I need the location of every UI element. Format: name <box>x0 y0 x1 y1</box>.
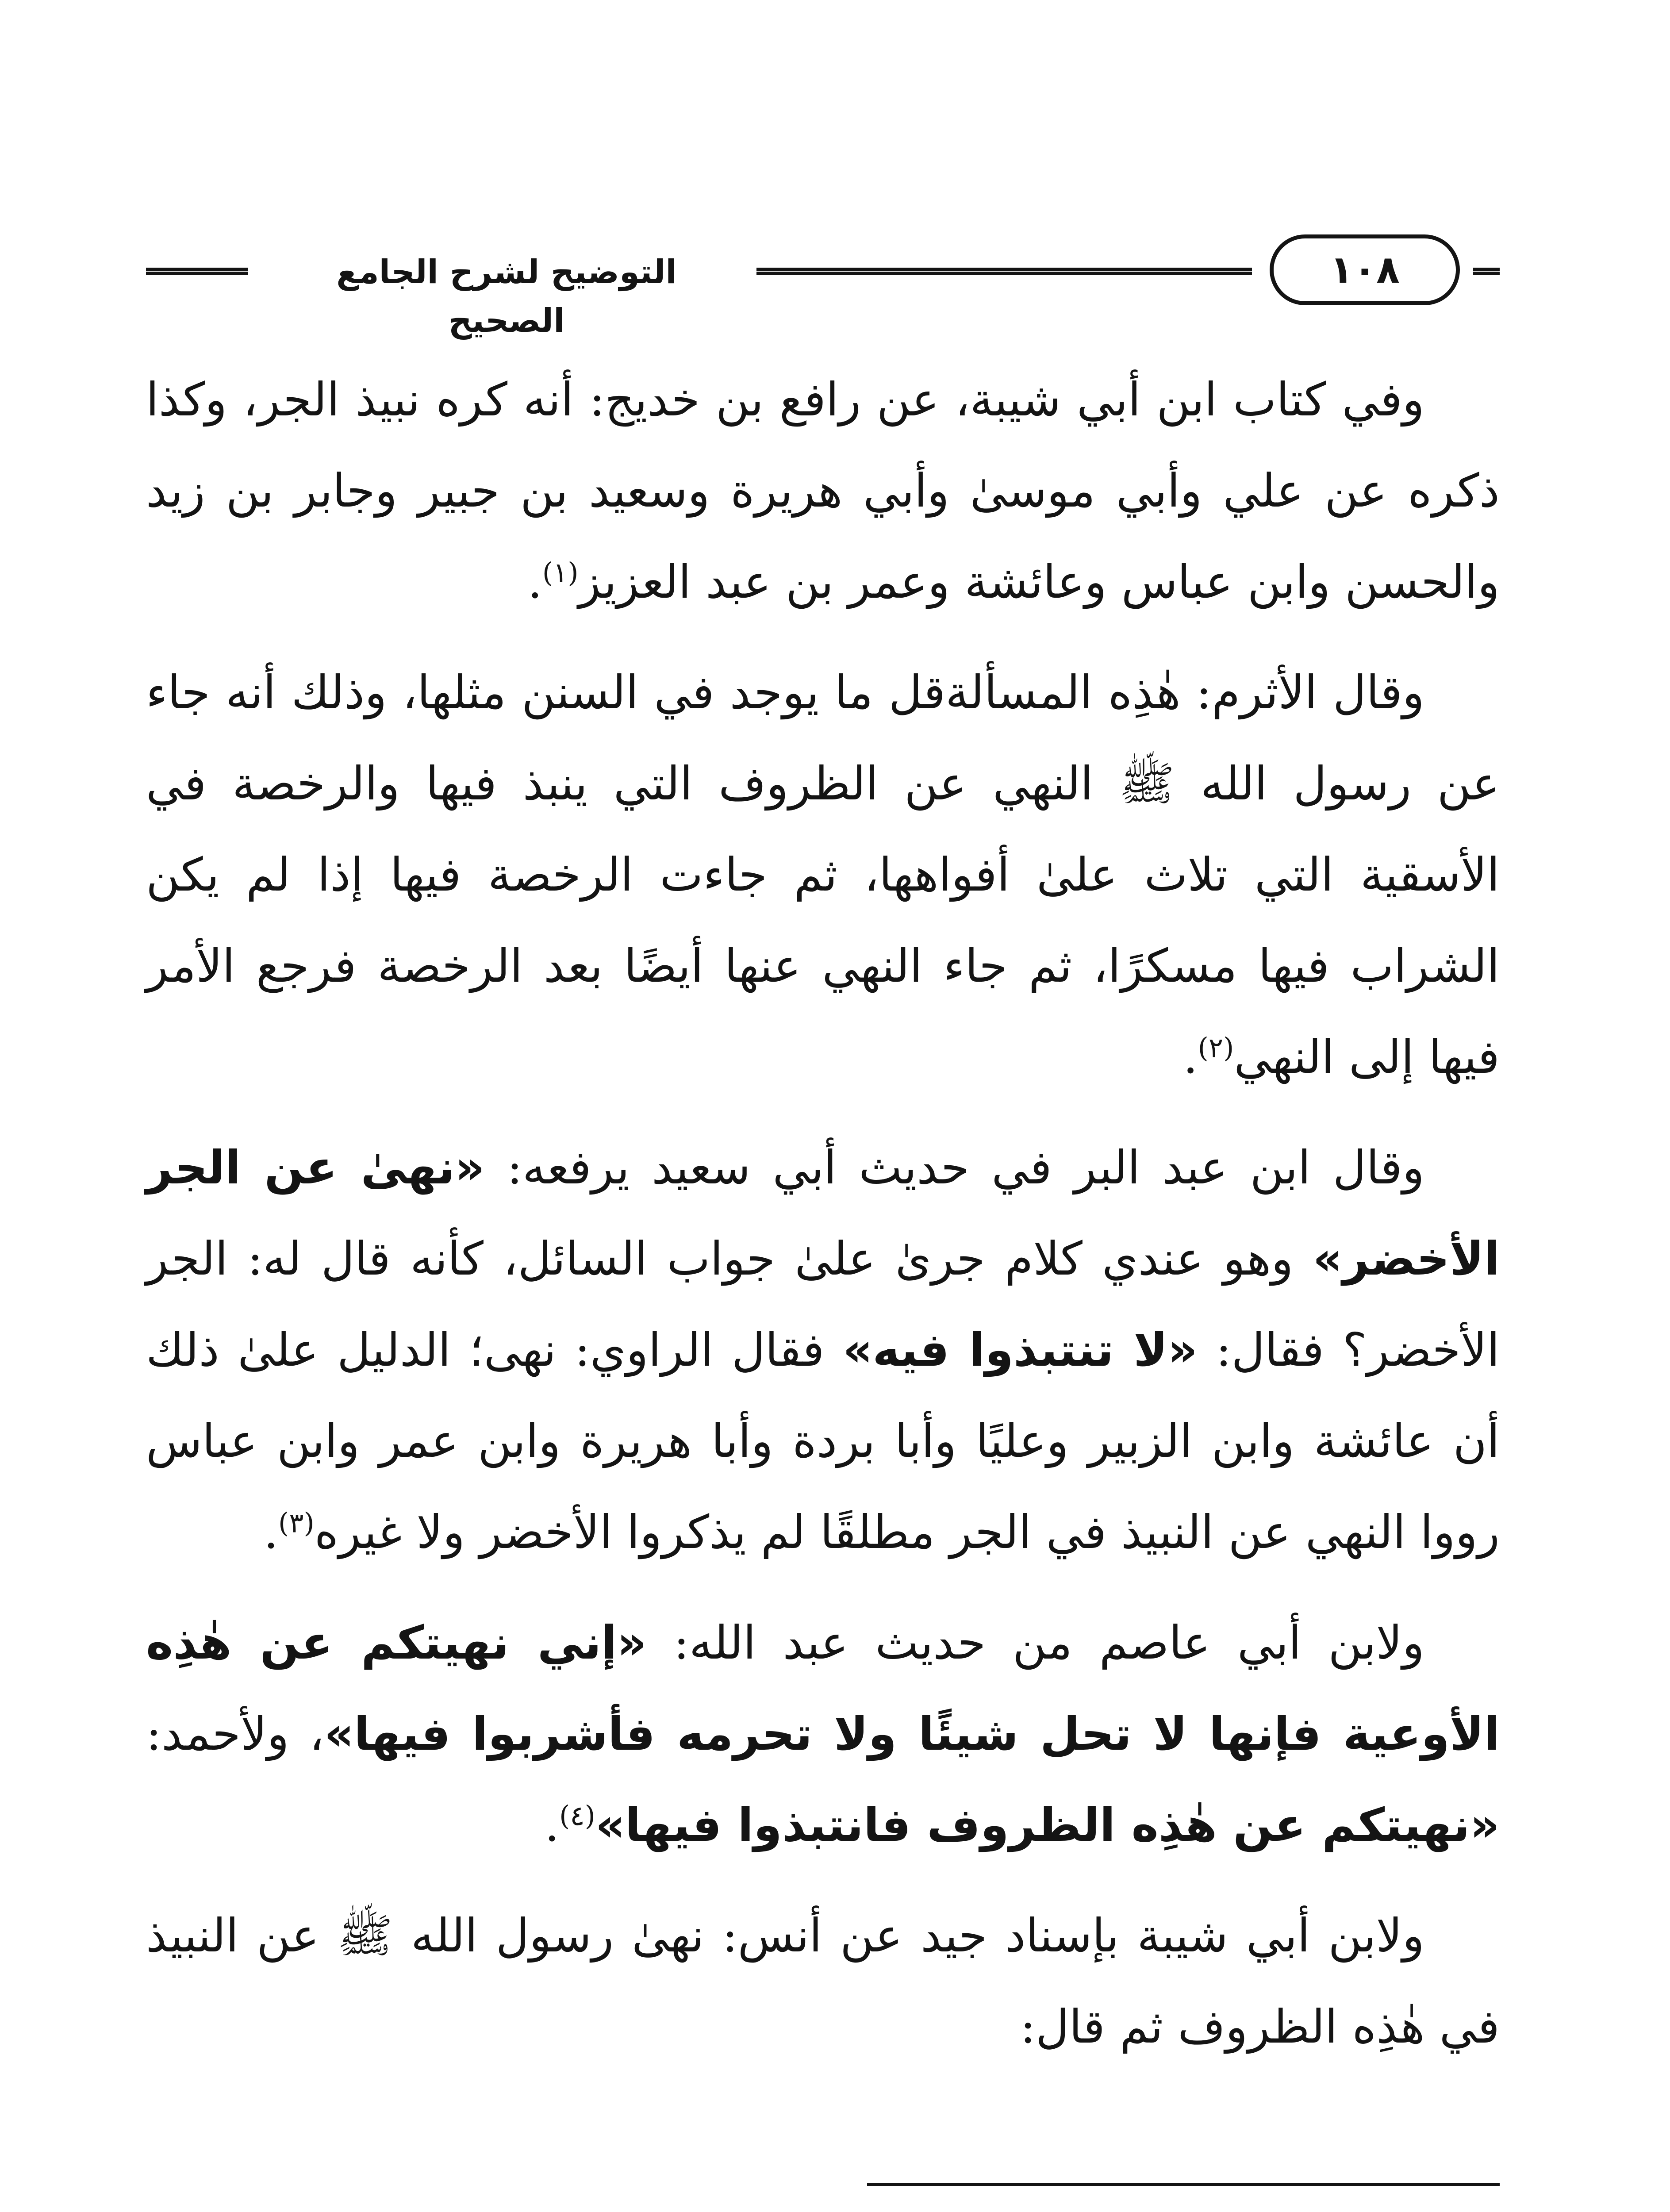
paragraph-text: وهو عندي كلام جرىٰ علىٰ جواب السائل، كأنه قال له: الجر الأخضر؟ فقال: <box>146 1232 1500 1377</box>
paragraph-text: وقال ابن عبد البر في حديث أبي سعيد يرفعه: <box>484 1141 1424 1194</box>
footnote-separator <box>867 2183 1500 2186</box>
footnote-reference: (٣) <box>278 1506 315 1539</box>
footnote-item <box>146 2205 1500 2212</box>
main-text <box>146 354 1500 2092</box>
header-rule-middle <box>756 268 1252 275</box>
footnotes <box>146 2205 1500 2212</box>
paragraph-text: وقال الأثرم: هٰذِه المسألةقل ما يوجد في السنن مثلها، وذلك أنه جاء عن رسول الله ﷺ النهي عن الظروف التي ينبذ فيها والرخصة في الأسقية التي تلاث علىٰ أفواهها، ثم جاءت الرخصة فيها إذا لم يكن الشراب فيها مسكرًا، ثم جاء النهي عنها أيضًا بعد الرخصة فرجع الأمر فيها إلى النهي <box>146 665 1500 1084</box>
hadith-quote: «لا تنتبذوا فيه» <box>843 1323 1198 1377</box>
paragraph <box>146 1890 1500 2072</box>
paragraph <box>146 1122 1500 1578</box>
paragraph <box>146 354 1500 627</box>
hadith-quote: «إني نهيتكم عن هٰذِه الأوعية فإنها لا تحل شيئًا ولا تحرمه فأشربوا فيها» <box>146 1616 1500 1761</box>
paragraph-text: فقال الراوي: نهى؛ الدليل علىٰ ذلك أن عائشة وابن الزبير وعليًا وأبا بردة وأبا هريرة وابن عمر وابن عباس رووا النهي عن النبيذ في الجر مطلقًا لم يذكروا الأخضر ولا غيره <box>146 1323 1500 1559</box>
paragraph-text: . <box>527 555 542 609</box>
paragraph <box>146 1597 1500 1870</box>
running-title: التوضيح لشرح الجامع الصحيح <box>336 253 677 340</box>
paragraph-text: . <box>1183 1030 1198 1084</box>
header-rule-right <box>1473 268 1500 275</box>
footnote-reference: (٢) <box>1198 1031 1234 1064</box>
paragraph-text: . <box>545 1798 560 1852</box>
footnote-number <box>1438 2205 1500 2212</box>
footnote-reference: (٤) <box>559 1799 595 1832</box>
hadith-quote: «نهىٰ عن الجر الأخضر» <box>146 1141 1500 1286</box>
paragraph <box>146 647 1500 1102</box>
running-header <box>146 234 1500 340</box>
header-rule-left <box>146 268 248 275</box>
paragraph-text: . <box>263 1505 278 1559</box>
paragraph-text: ، ولأحمد: <box>146 1707 324 1761</box>
footnote-reference: (١) <box>542 556 579 589</box>
hadith-quote: «نهيتكم عن هٰذِه الظروف فانتبذوا فيها» <box>595 1798 1500 1852</box>
page-number: ١٠٨ <box>1270 234 1460 305</box>
paragraph-text: وفي كتاب ابن أبي شيبة، عن رافع بن خديج: أنه كره نبيذ الجر، وكذا ذكره عن علي وأبي موسىٰ وأبي هريرة وسعيد بن جبير وجابر بن زيد والحسن وابن عباس وعائشة وعمر بن عبد العزيز <box>146 373 1500 609</box>
paragraph-text: ولابن أبي عاصم من حديث عبد الله: <box>646 1616 1424 1670</box>
paragraph-text: ولابن أبي شيبة بإسناد جيد عن أنس: نهىٰ رسول الله ﷺ عن النبيذ في هٰذِه الظروف ثم قال: <box>146 1909 1500 2054</box>
